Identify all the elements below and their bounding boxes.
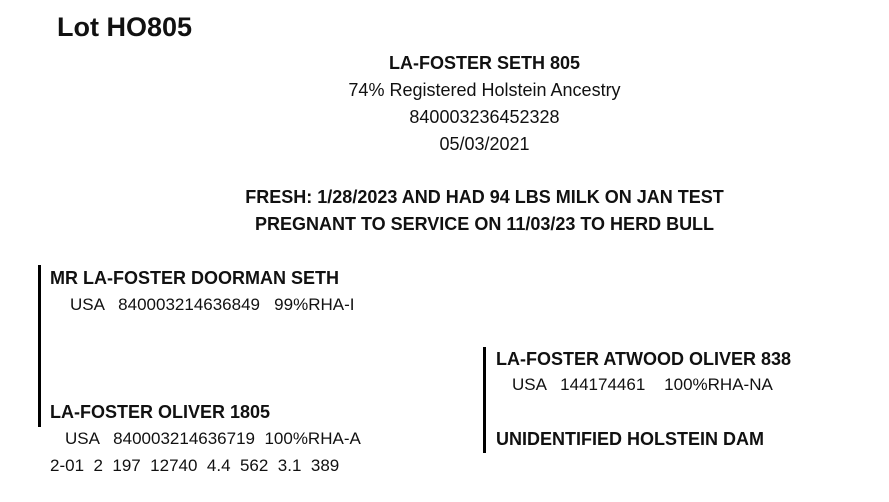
dam-sire-name: LA-FOSTER ATWOOD OLIVER 838: [496, 349, 792, 369]
animal-name: LA-FOSTER SETH 805: [388, 53, 581, 73]
pedigree-bracket-right: [483, 347, 486, 453]
pregnancy-note: PREGNANT TO SERVICE ON 11/03/23 TO HERD BULL: [254, 214, 715, 234]
dam-dam-name: UNIDENTIFIED HOLSTEIN DAM: [496, 429, 764, 449]
lot-title: Lot HO805: [57, 12, 193, 42]
pedigree-bracket-left: [38, 265, 41, 427]
animal-ancestry: 74% Registered Holstein Ancestry: [348, 80, 621, 100]
animal-id: 840003236452328: [409, 107, 560, 127]
dam-record: 2-01 2 197 12740 4.4 562 3.1 389: [50, 456, 340, 475]
dam-name: LA-FOSTER OLIVER 1805: [50, 402, 271, 422]
dam-details: USA 840003214636719 100%RHA-A: [65, 429, 361, 448]
sire-details: USA 840003214636849 99%RHA-I: [70, 295, 355, 314]
sire-name: MR LA-FOSTER DOORMAN SETH: [50, 268, 339, 288]
fresh-note: FRESH: 1/28/2023 AND HAD 94 LBS MILK ON JAN TEST: [245, 187, 724, 207]
dam-sire-details: USA 144174461 100%RHA-NA: [512, 375, 773, 394]
animal-dob: 05/03/2021: [439, 134, 530, 154]
